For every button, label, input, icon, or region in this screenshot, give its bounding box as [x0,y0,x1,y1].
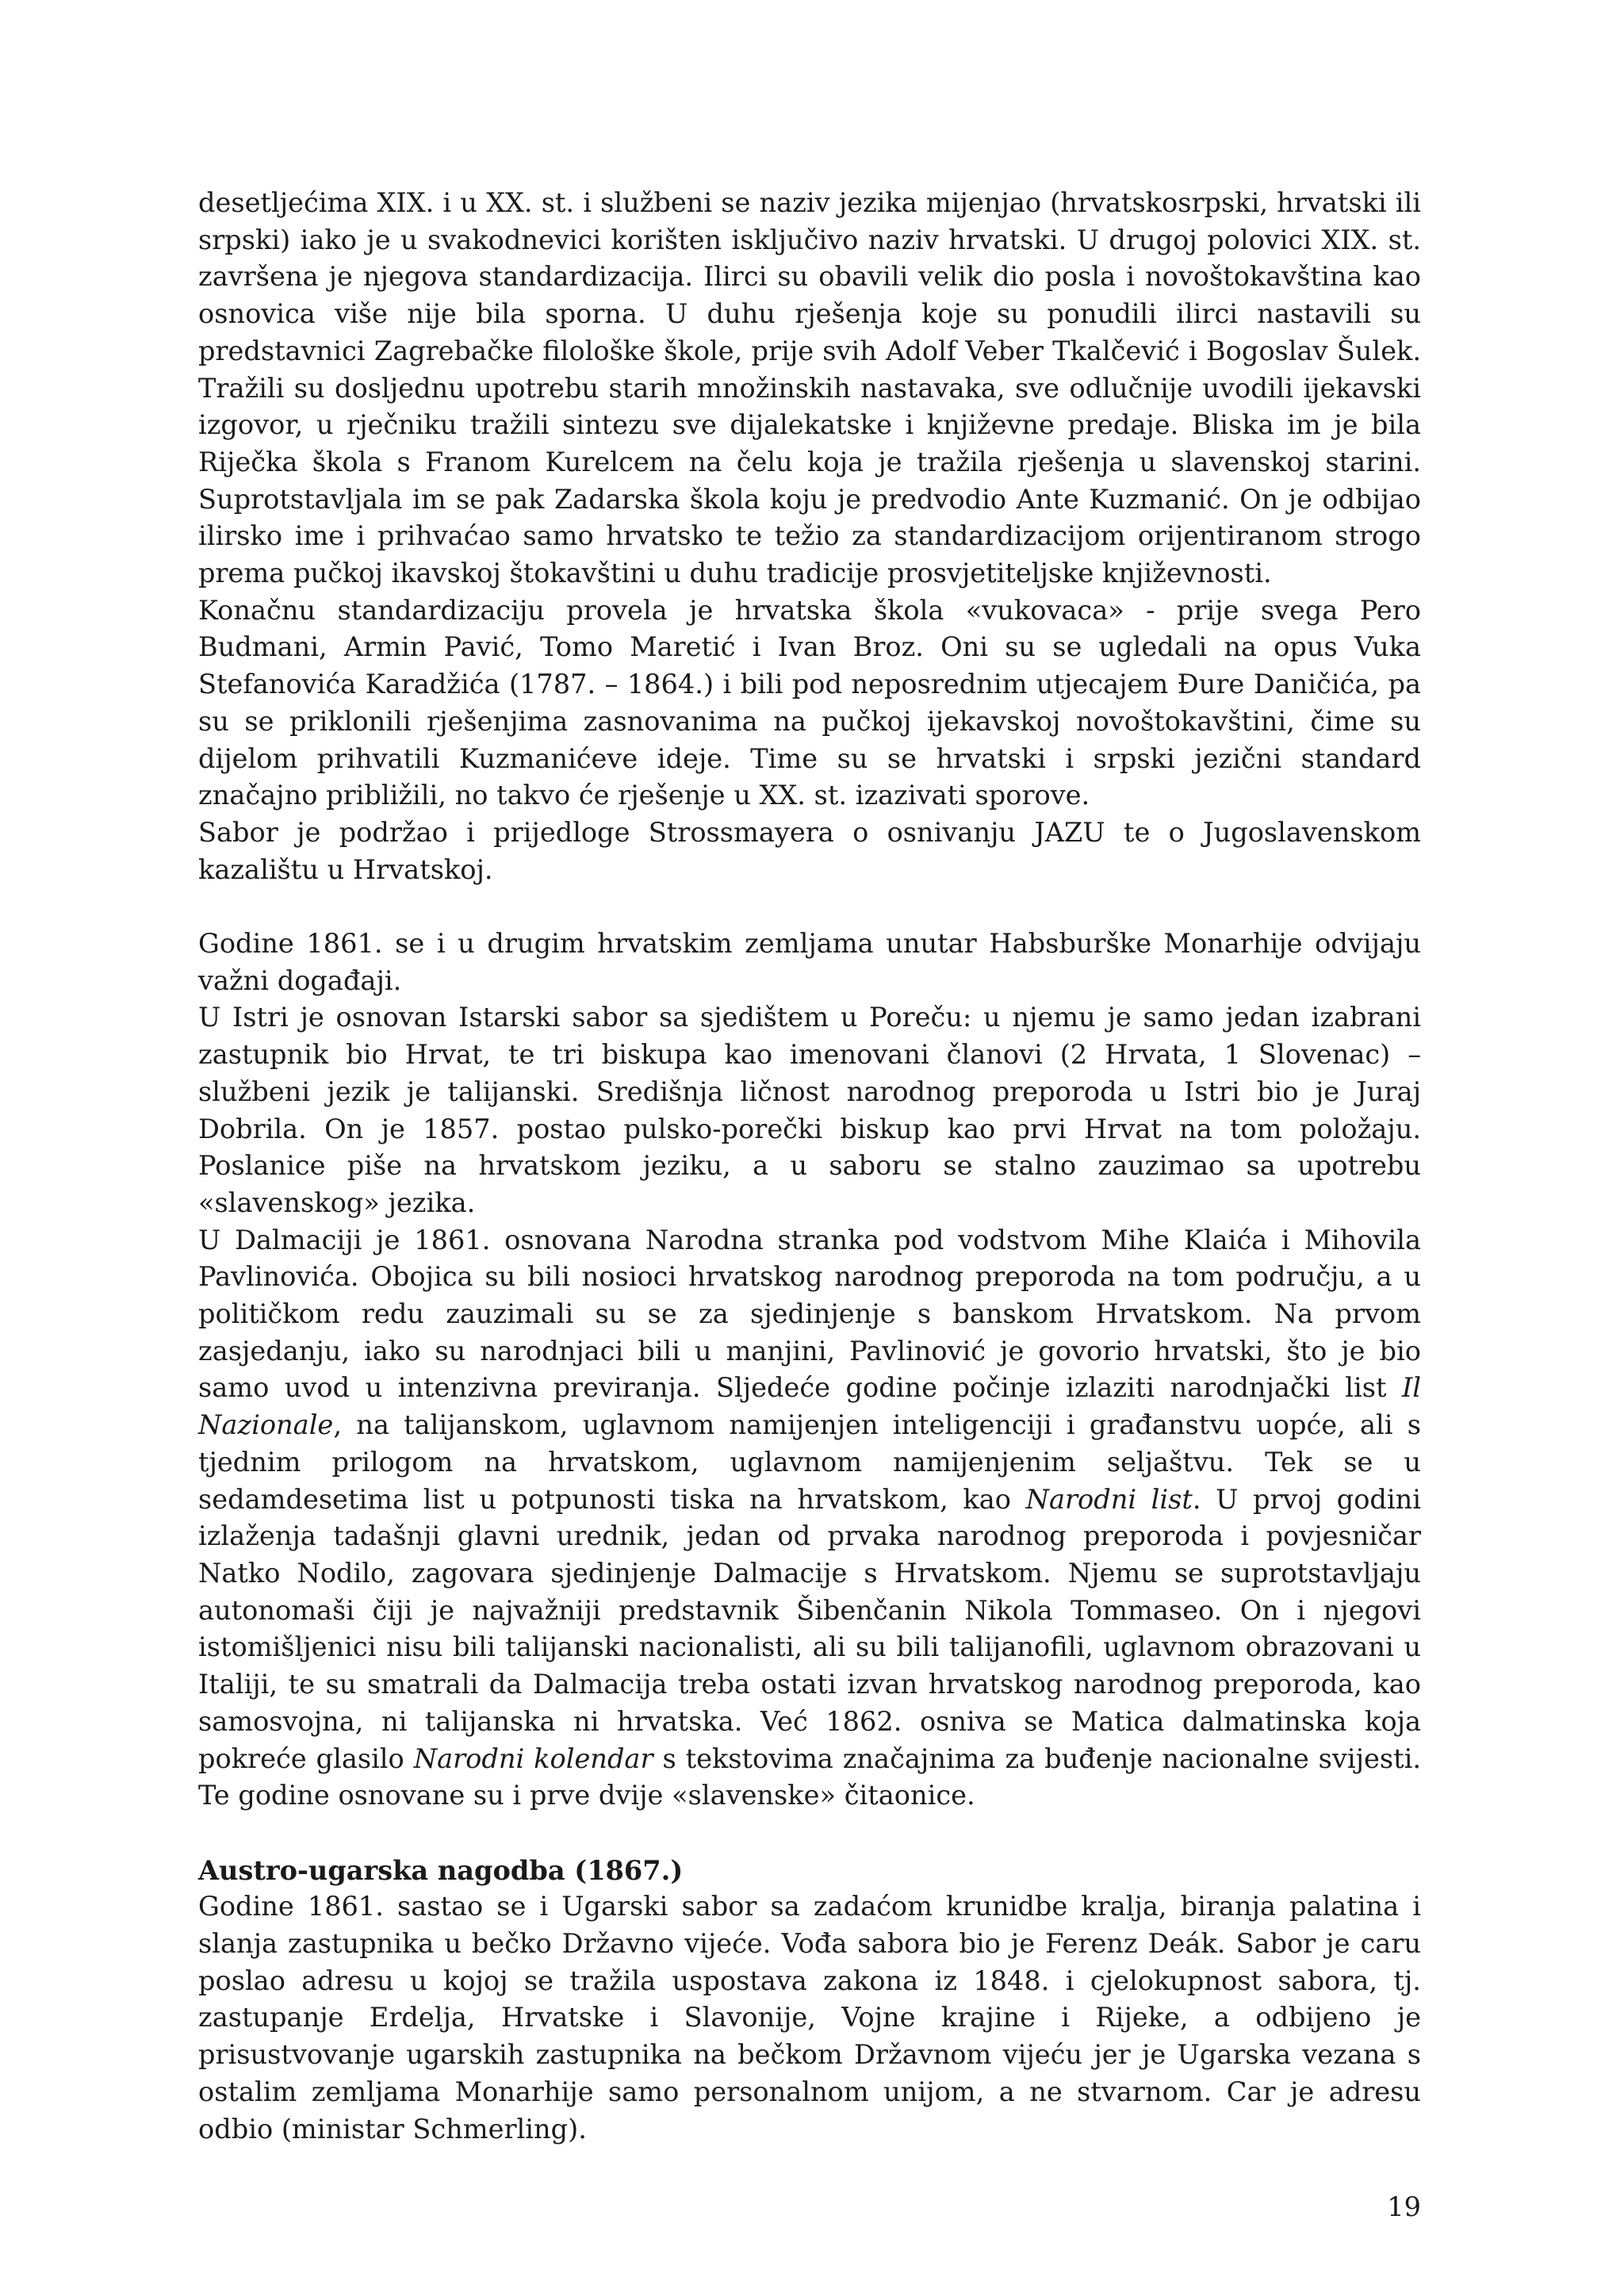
paragraph-dalmacija [198,1222,1421,1815]
newspaper-title-narodni-list: Narodni list [1025,1483,1193,1515]
dalmacija-text-3: . U prvoj godini izlaženja tadašnji glavni urednik, jedan od prvaka narodnog preporoda i povjesničar Natko Nodilo, zagovara sjedinjenje Dalmacije s Hrvatskom. Njemu se suprotstavljaju autonomaši čiji je najvažniji predstavnik Šibenčanin Nikola Tommaseo. On i njegovi istomišljenici nisu bili talijanski nacionalisti, ali su bili talijanofili, uglavnom obrazovani u Italiji, te su smatrali da Dalmacija treba ostati izvan hrvatskog narodnog preporoda, kao samosvojna, ni talijanska ni hrvatska. Već 1862. osniva se Matica dalmatinska koja pokreće glasilo [198,1483,1422,1774]
paragraph-istra: U Istri je osnovan Istarski sabor sa sjedištem u Poreču: u njemu je samo jedan izabrani zastupnik bio Hrvat, te tri biskupa kao imenovani članovi (2 Hrvata, 1 Slovenac) – službeni jezik je talijanski. Središnja ličnost narodnog preporoda u Istri bio je Juraj Dobrila. On je 1857. postao pulsko-porečki biskup kao prvi Hrvat na tom položaju. Poslanice piše na hrvatskom jeziku, a u saboru se stalno zauzimao sa upotrebu «slavenskog» jezika. [198,1002,1421,1218]
paragraph-godine-1861: Godine 1861. se i u drugim hrvatskim zemljama unutar Habsburške Monarhije odvijaju važni događaji. [198,928,1421,996]
page-body [198,185,1421,2148]
paragraph-sabor-jazu: Sabor je podržao i prijedloge Strossmayera o osnivanju JAZU te o Jugoslavenskom kazalištu u Hrvatskoj. [198,816,1421,885]
paragraph-language-standardization: desetljećima XIX. i u XX. st. i službeni se naziv jezika mijenjao (hrvatskosrpski, hrvatski ili srpski) iako je u svakodnevici korišten isključivo naziv hrvatski. U drugoj polovici XIX. st. završena je njegova standardizacija. Ilirci su obavili velik dio posla i novoštokavština kao osnovica više nije bila sporna. U duhu rješenja koje su ponudili ilirci nastavili su predstavnici Zagrebačke filološke škole, prije svih Adolf Veber Tkalčević i Bogoslav Šulek. Tražili su dosljednu upotrebu starih množinskih nastavaka, sve odlučnije uvodili ijekavski izgovor, u rječniku tražili sintezu sve dijalekatske i književne predaje. Bliska im je bila Riječka škola s Franom Kurelcem na čelu koja je tražila rješenja u slavenskoj starini. Suprotstavljala im se pak Zadarska škola koju je predvodio Ante Kuzmanić. On je odbijao ilirsko ime i prihvaćao samo hrvatsko te težio za standardizacijom orijentiranom strogo prema pučkoj ikavskoj štokavštini u duhu tradicije prosvjetiteljske književnosti. [198,187,1421,589]
publication-title-narodni-kolendar: Narodni kolendar [413,1742,653,1774]
section-heading: Austro-ugarska nagodba (1867.) [198,1853,684,1886]
paragraph-ugarski-sabor: Godine 1861. sastao se i Ugarski sabor sa zadaćom krunidbe kralja, biranja palatina i slanja zastupnika u bečko Državno vijeće. Vođa sabora bio je Ferenz Deák. Sabor je caru poslao adresu u kojoj se tražila uspostava zakona iz 1848. i cjelokupnost sabora, tj. zastupanje Erdelja, Hrvatske i Slavonije, Vojne krajine i Rijeke, a odbijeno je prisustvovanje ugarskih zastupnika na bečkom Državnom vijeću jer je Ugarska vezana s ostalim zemljama Monarhije samo personalnom unijom, a ne stvarnom. Car je adresu odbio (ministar Schmerling). [198,1891,1421,2145]
paragraph-gap [198,888,1421,926]
newspaper-title-il-nazionale: Il Nazionale [198,1372,1421,1441]
dalmacija-text-2: , na talijanskom, uglavnom namijenjen inteligenciji i građanstvu uopće, ali s tjednim prilogom na hrvatskom, uglavnom namijenjenim seljaštvu. Tek se u sedamdesetima list u potpunosti tiska na hrvatskom, kao [198,1409,1421,1515]
page-number: 19 [1387,2191,1421,2222]
paragraph-vukovci: Konačnu standardizaciju provela je hrvatska škola «vukovaca» - prije svega Pero Budmani, Armin Pavić, Tomo Maretić i Ivan Broz. Oni su se ugledali na opus Vuka Stefanovića Karadžića (1787. – 1864.) i bili pod neposrednim utjecajem Đure Daničića, pa su se priklonili rješenjima zasnovanima na pučkoj ijekavskoj novoštokavštini, čime su dijelom prihvatili Kuzmanićeve ideje. Time su se hrvatski i srpski jezični standard značajno približili, no takvo će rješenje u XX. st. izazivati sporove. [198,594,1421,811]
dalmacija-text-4: s tekstovima značajnima za buđenje nacionalne svijesti. Te godine osnovane su i prve dvije «slavenske» čitaonice. [198,1742,1421,1811]
dalmacija-text-1: U Dalmaciji je 1861. osnovana Narodna stranka pod vodstvom Mihe Klaića i Mihovila Pavlinovića. Obojica su bili nosioci hrvatskog narodnog preporoda na tom području, a u političkom redu zauzimali su se za sjedinjenje s banskom Hrvatskom. Na prvom zasjedanju, iako su narodnjaci bili u manjini, Pavlinović je govorio hrvatski, što je bio samo uvod u intenzivna previranja. Sljedeće godine počinje izlaziti narodnjački list [198,1224,1421,1404]
paragraph-gap [198,1815,1421,1852]
